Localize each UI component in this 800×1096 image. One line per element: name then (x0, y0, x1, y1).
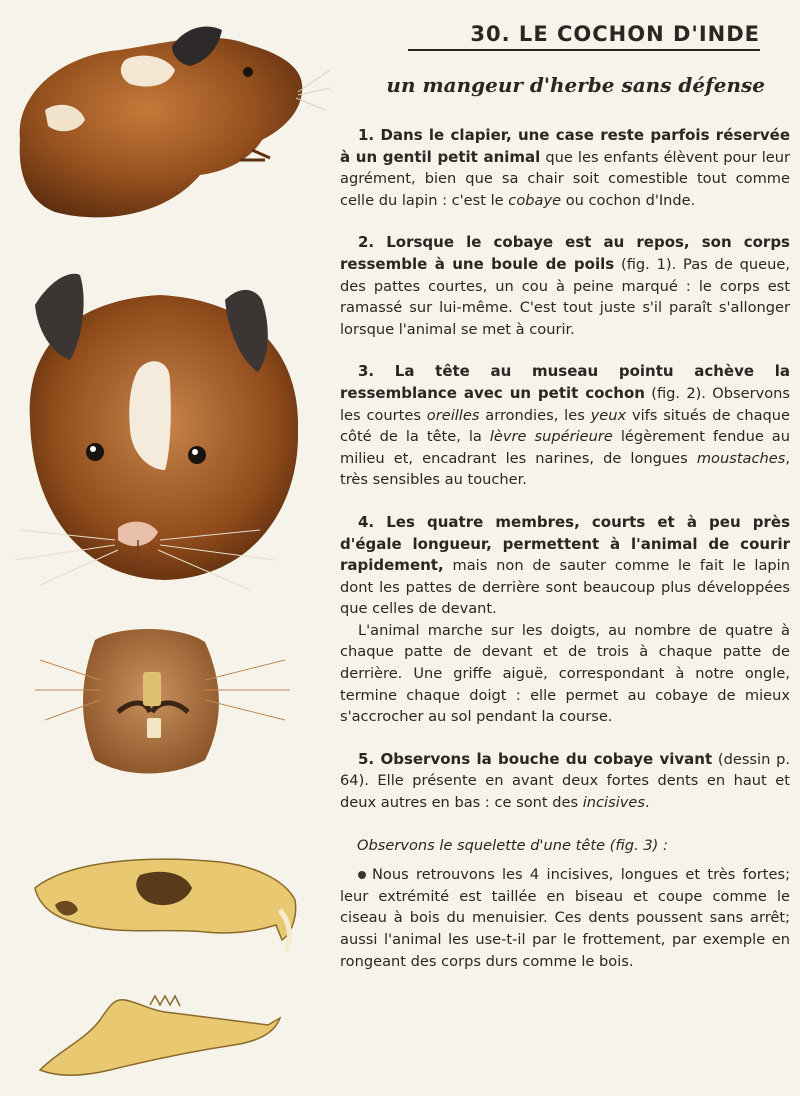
section-2-text: (fig. 1). Pas de queue, des pattes courtes, un cou à peine marqué : le corps est ramassé sur lui-même. C'est tout juste s'il paraît s'allonger lorsque l'animal se met à courir. (340, 255, 790, 338)
section-5 (340, 749, 790, 814)
section-2-lead: 2. Lorsque le cobaye est au repos, son corps ressemble à une boule de poils (340, 233, 790, 273)
section-4-text: mais non de sauter comme le fait le lapin dont les pattes de derrière sont beaucoup plus développées que celles de devant. (340, 557, 790, 618)
jaw-figure (40, 996, 280, 1075)
section-3-text-e: , très sensibles au toucher. (340, 449, 790, 489)
illustrations (0, 0, 330, 1096)
section-1 (340, 125, 790, 211)
section-4 (340, 512, 790, 620)
guinea-pig-head-figure (15, 274, 298, 590)
text-column (340, 22, 790, 972)
skull-figure (35, 859, 296, 952)
page-subtitle: un mangeur d'herbe sans défense (386, 73, 765, 97)
skull-note (357, 835, 790, 857)
section-3-term-lip: lèvre supérieure (489, 428, 613, 446)
section-3 (340, 361, 790, 491)
section-5-lead: 5. Observons la bouche du cobaye vivant (358, 749, 713, 768)
section-2 (340, 232, 790, 340)
section-3-text: (fig. 2). Observons les courtes (340, 384, 790, 424)
section-3-term-ears: oreilles (426, 406, 480, 424)
section-1-lead: 1. Dans le clapier, une case reste parfois réservée à un gentil petit animal (340, 126, 790, 166)
section-1-text: que les enfants élèvent pour leur agrément, bien que sa chair soit comestible tout comme celle du lapin : c'est le (340, 148, 791, 209)
section-4-paragraph-2: L'animal marche sur les doigts, au nombre de quatre à chaque patte de devant et de trois à chaque patte de derrière. Une griffe aiguë, correspondant à notre ongle, termine chaque doigt : elle permet au cobaye de mieux s'accrocher au sol pendant la course. (340, 621, 790, 726)
bullet-text: Nous retrouvons les 4 incisives, longues et très fortes; leur extrémité est taillée en biseau et coupe comme le ciseau à bois du menuisier. Ces dents poussent sans arrêt; aussi l'animal les use-t-il par le frottement, par exemple en rongeant des corps durs comme le bois. (340, 866, 790, 970)
section-3-text-c: vifs situés de chaque côté de la tête, la (340, 406, 791, 446)
section-5-text: (dessin p. 64). Elle présente en avant deux fortes dents en haut et deux autres en bas : ce sont des (340, 750, 790, 812)
section-3-lead: 3. La tête au museau pointu achève la ressemblance avec un petit cochon (340, 362, 790, 402)
section-1-term: cobaye (508, 191, 562, 209)
bullet-icon (358, 871, 366, 879)
section-3-term-whiskers: moustaches (696, 449, 786, 467)
section-5-text-end: . (645, 794, 650, 812)
section-3-term-eyes: yeux (590, 406, 627, 424)
skull-note-text: Observons le squelette d'une tête (fig. 3) : (357, 836, 668, 854)
guinea-pig-body-figure (20, 27, 330, 218)
bullet-paragraph (340, 864, 790, 972)
section-4-lead: 4. Les quatre membres, courts et à peu près d'égale longueur, permettent à l'animal de courir rapidement, (340, 512, 790, 575)
section-5-term: incisives (582, 794, 645, 812)
section-1-text-end: ou cochon d'Inde. (561, 191, 696, 209)
page-title: 30. LE COCHON D'INDE (408, 22, 760, 51)
section-3-text-b: arrondies, les (479, 406, 591, 424)
guinea-pig-muzzle-figure (35, 629, 290, 774)
section-3-text-d: légèrement fendue au milieu et, encadrant les narines, de longues (340, 428, 790, 467)
